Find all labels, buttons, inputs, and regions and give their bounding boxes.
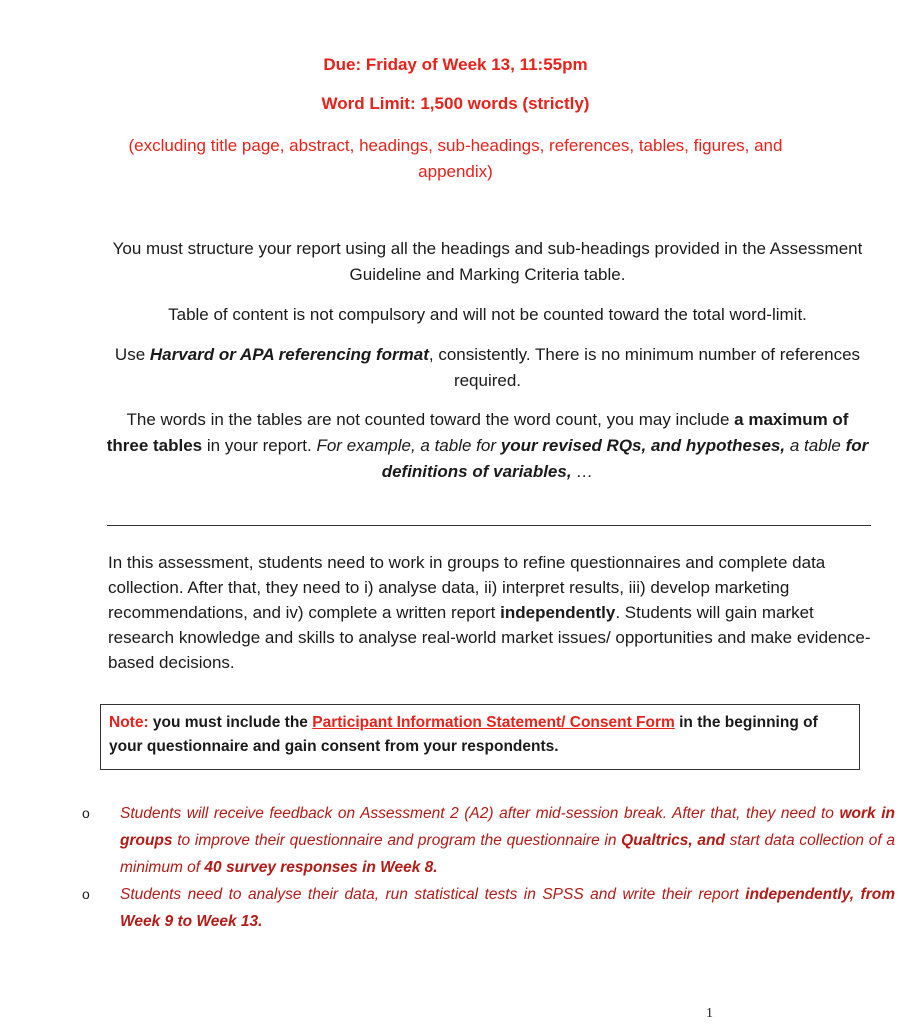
tables-example-rqs: your revised RQs, and hypotheses,: [500, 436, 786, 455]
bullet-item-independent-analysis: [80, 881, 895, 935]
structure-instruction: You must structure your report using all the headings and sub-headings provided in the Assessment Guideline and Marking Criteria table.: [112, 239, 863, 284]
tables-instruction: [105, 407, 870, 485]
bullet-emphasis: Qualtrics, and: [621, 832, 725, 849]
consent-note-box: [100, 704, 860, 770]
word-limit-exclusions: (excluding title page, abstract, headings, sub-headings, references, tables, figures, and appendix): [128, 136, 783, 181]
referencing-suffix: , consistently. There is no minimum number of references required.: [428, 345, 861, 390]
bullet-list: [80, 800, 895, 935]
tables-example-variables: for definitions of variables,: [381, 436, 869, 481]
bullet-emphasis: work in groups: [120, 805, 896, 849]
bullet-marker-icon: o: [82, 886, 90, 902]
bullet-emphasis: 40 survey responses in Week 8.: [204, 859, 438, 876]
note-text: in the beginning of your questionnaire and gain consent from your respondents.: [109, 714, 818, 755]
consent-form-link[interactable]: Participant Information Statement/ Consent Form: [312, 714, 675, 731]
word-limit: Word Limit: 1,500 words (strictly): [321, 94, 590, 113]
bullet-marker-icon: o: [82, 805, 90, 821]
horizontal-divider: [107, 525, 871, 526]
tables-example: a table: [785, 436, 846, 455]
due-date: Due: Friday of Week 13, 11:55pm: [323, 55, 588, 74]
tables-example: For example, a table for: [316, 436, 501, 455]
referencing-instruction: [105, 342, 870, 394]
referencing-prefix: Use: [114, 345, 150, 364]
note-text: you must include the: [148, 714, 313, 731]
tables-text: in your report.: [202, 436, 317, 455]
tables-text: The words in the tables are not counted toward the word count, you may include: [126, 410, 735, 429]
tables-max: a maximum of three tables: [106, 410, 849, 455]
bullet-text: start data collection of a minimum of: [120, 832, 895, 876]
intro-text: . Students will gain market research knowledge and skills to analyse real-world market issues/ opportunities and make evidence-based decisions.: [108, 603, 871, 672]
bullet-item-group-work: [80, 800, 895, 881]
intro-text: In this assessment, students need to work in groups to refine questionnaires and complete data collection. After that, they need to i) analyse data, ii) interpret results, iii) develop marketing recommendations, and iv) complete a written report: [108, 553, 826, 622]
bullet-text: to improve their questionnaire and program the questionnaire in: [172, 832, 622, 849]
bullet-emphasis: independently, from Week 9 to Week 13.: [120, 886, 895, 930]
page-number: 1: [706, 1006, 713, 1021]
bullet-text: Students need to analyse their data, run statistical tests in SPSS and write their report: [120, 886, 746, 903]
assessment-intro: [108, 550, 873, 675]
tables-example-ellipsis: …: [571, 462, 594, 481]
intro-independently: independently: [500, 603, 616, 622]
toc-instruction: Table of content is not compulsory and will not be counted toward the total word-limit.: [168, 305, 807, 324]
note-label: Note:: [109, 714, 149, 731]
bullet-text: Students will receive feedback on Assessment 2 (A2) after mid-session break. After that, they need to: [120, 805, 840, 822]
referencing-format: Harvard or APA referencing format: [149, 345, 429, 364]
